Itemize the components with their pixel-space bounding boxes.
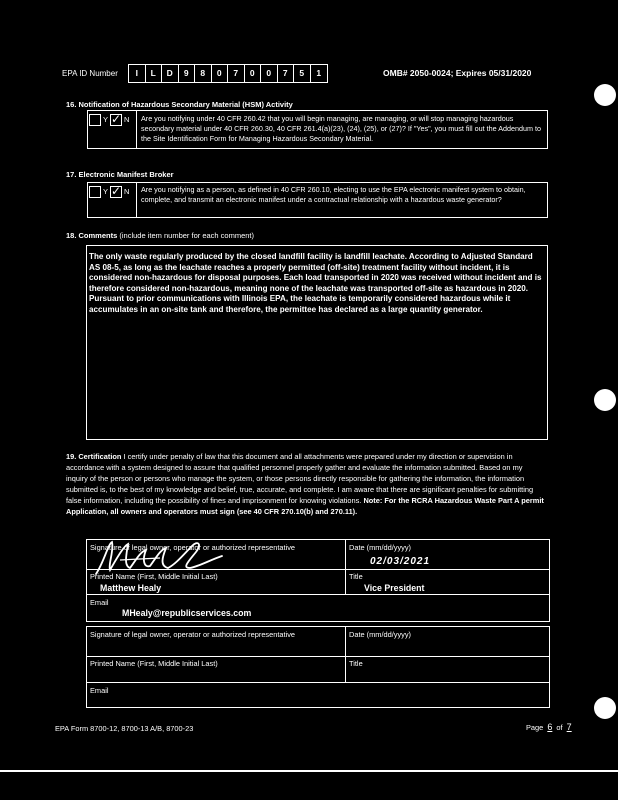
certification-text: I certify under penalty of law that this document and all attachments were prepared under my direction or supervision in accordance with a system designed to assure that qualified personnel properly gather and evaluate the information submitted. Based on my inquiry of the person or persons who manage the system, or those persons directly responsible for gathering the information, the information submitted is, to the best of my knowledge and belief, true, accurate, and complete. I am aware that there are significant penalties for submitting false information, including the possibility of fines and imprisonment for knowing violations. <box>66 452 534 505</box>
printed-name-value[interactable]: Matthew Healy <box>100 583 162 593</box>
epa-id-char: 5 <box>294 65 311 82</box>
section18-heading <box>66 231 254 241</box>
epa-id-char: 7 <box>228 65 245 82</box>
epa-id-char: L <box>146 65 163 82</box>
date-label-2: Date (mm/dd/yyyy) <box>349 630 412 639</box>
punch-hole-middle <box>594 389 616 411</box>
certification-title: 19. Certification <box>66 452 122 461</box>
form-number: EPA Form 8700-12, 8700-13 A/B, 8700-23 <box>55 724 194 733</box>
punch-hole-top <box>594 84 616 106</box>
section17-no-label: N <box>124 187 130 196</box>
omb-number: OMB# 2050-0024; Expires 05/31/2020 <box>383 68 532 78</box>
certification-block <box>66 451 544 517</box>
section16-divider <box>136 110 137 149</box>
page-total: 7 <box>566 722 572 732</box>
section17-text: Are you notifying as a person, as defined in 40 CFR 260.10, electing to use the EPA electronic manifest system to obtain, complete, and transmit an electronic manifest under a contractual relationship with a hazardous waste generator? <box>141 185 526 204</box>
epa-id-char: D <box>162 65 179 82</box>
signature-label-2: Signature of legal owner, operator or authorized representative <box>90 630 296 639</box>
signature-block-1-divider <box>345 539 346 594</box>
epa-id-char: 9 <box>179 65 196 82</box>
signature-block-2-row-line <box>86 656 550 657</box>
page-label: Page <box>526 723 544 732</box>
section16-title: 16. Notification of Hazardous Secondary Material (HSM) Activity <box>66 100 293 109</box>
printed-name-label-2: Printed Name (First, Middle Initial Last) <box>90 659 218 668</box>
section17-yes-label: Y <box>103 187 109 196</box>
certification-note: Note: For the RCRA Hazardous Waste Part A permit Application, all owners and operators must sign (see 40 CFR 270.10(b) and 270.11). <box>66 496 544 516</box>
section16-yes-label: Y <box>103 115 109 124</box>
checkmark-icon: ✓ <box>111 112 122 126</box>
printed-name-label: Printed Name (First, Middle Initial Last) <box>90 572 218 581</box>
signature-block-2-divider <box>345 626 346 682</box>
email-label: Email <box>90 598 109 607</box>
email-value[interactable]: MHealy@republicservices.com <box>122 608 252 618</box>
section16-text: Are you notifying under 40 CFR 260.42 that you will begin managing, are managing, or will stop managing hazardous secondary material under 40 CFR 260.30, 40 CFR 261.4(a)(23), (24), (25), or (27)? If "Yes", you must fill out the Addendum to the Site Identification Form for Managing Hazardous Secondary Material. <box>141 114 541 143</box>
page-number: 6 <box>547 722 553 732</box>
epa-id-char: 0 <box>212 65 229 82</box>
date-label: Date (mm/dd/yyyy) <box>349 543 412 552</box>
section16-no-label: N <box>124 115 130 124</box>
epa-id-char: I <box>129 65 146 82</box>
section17-yes-checkbox[interactable] <box>89 186 101 198</box>
date-value[interactable]: 02/03/2021 <box>370 556 431 567</box>
signature-label: Signature of legal owner, operator or authorized representative <box>90 543 296 552</box>
section18-title: 18. Comments <box>66 231 118 240</box>
signature-block-2-row-line <box>86 682 550 683</box>
title-value[interactable]: Vice President <box>364 583 425 593</box>
title-label-2: Title <box>349 659 363 668</box>
bottom-scan-line <box>0 770 618 772</box>
of-label: of <box>556 723 563 732</box>
epa-id-cells <box>128 64 328 83</box>
section18-subtitle: (include item number for each comment) <box>119 231 255 240</box>
page-indicator <box>526 722 574 734</box>
section17-title: 17. Electronic Manifest Broker <box>66 170 174 179</box>
epa-id-char: 0 <box>261 65 278 82</box>
comments-text: The only waste regularly produced by the closed landfill facility is landfill leachate. According to Adjusted Standard AS 08-5, as long as the leachate reaches a properly permitted (off-site) treatment facility without incident, it is considered non-hazardous for disposal purposes. Each load transported in 2020 was received without incident and is therefore considered non-hazardous, meaning none of the leachate was transported off-site as hazardous in 2020. Pursuant to prior communications with Illinois EPA, the leachate is temporarily considered hazardous while it accumulates in an on-site tank and therefore, the permittee has declared as a large quantity generator. <box>89 252 542 314</box>
epa-id-char: 0 <box>245 65 262 82</box>
section17-divider <box>136 182 137 218</box>
epa-id-label: EPA ID Number <box>62 69 118 78</box>
epa-id-char: 8 <box>195 65 212 82</box>
email-label-2: Email <box>90 686 109 695</box>
section16-yes-checkbox[interactable] <box>89 114 101 126</box>
punch-hole-bottom <box>594 697 616 719</box>
title-label: Title <box>349 572 363 581</box>
epa-id-char: 1 <box>316 68 322 78</box>
epa-id-char: 7 <box>278 65 295 82</box>
checkmark-icon: ✓ <box>111 184 122 198</box>
